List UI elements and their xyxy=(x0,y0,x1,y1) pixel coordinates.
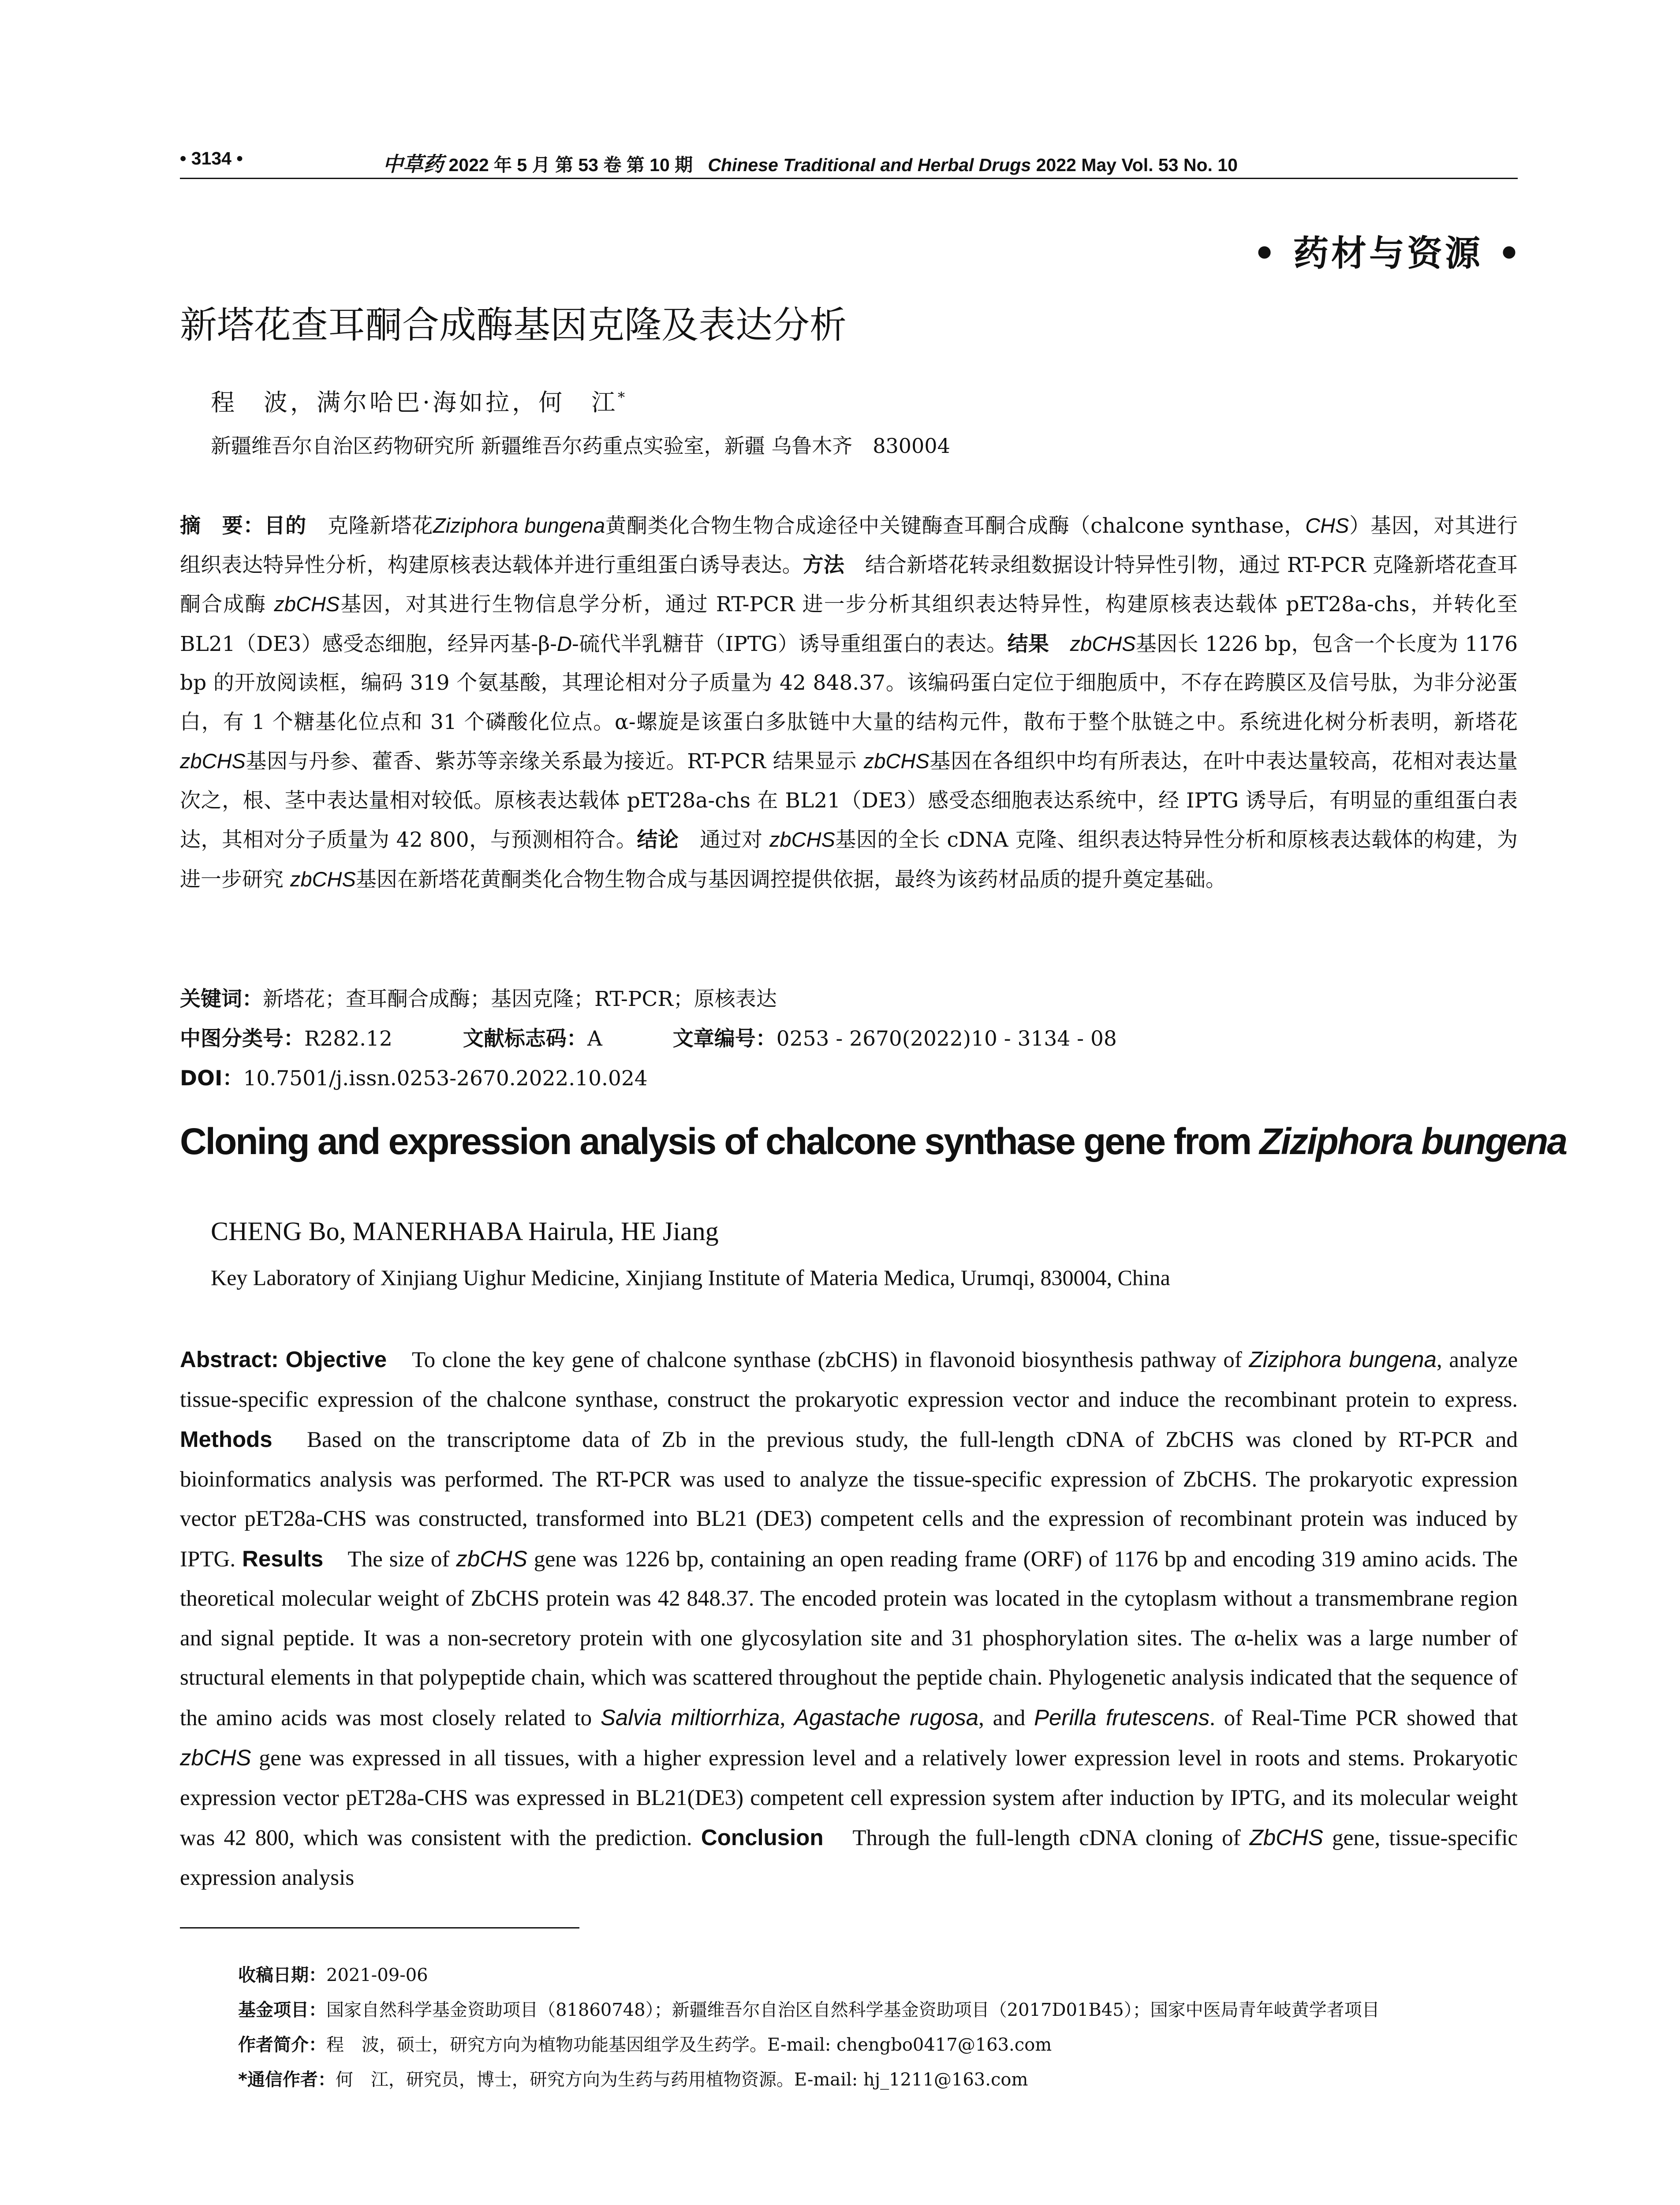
footnote-label: 基金项目： xyxy=(238,2000,326,2020)
abstract-cn-label: 摘 要： xyxy=(180,514,265,538)
objective-label-en: Objective xyxy=(285,1347,387,1372)
text: , xyxy=(780,1705,794,1730)
text: 结合新塔花转录组数据设计特异性引物，通过 RT-PCR 克隆新塔花查耳酮合成酶 xyxy=(180,553,1518,617)
keywords-value: 新塔花；查耳酮合成酶；基因克隆；RT-PCR；原核表达 xyxy=(263,987,777,1011)
gene-name: zbCHS xyxy=(456,1546,527,1571)
gene-name: zbCHS xyxy=(769,828,835,851)
footnote-label: 作者简介： xyxy=(238,2035,326,2055)
doi-line xyxy=(180,1062,648,1091)
authors-en: CHENG Bo, MANERHABA Hairula, HE Jiang xyxy=(211,1217,719,1246)
footnote-text: 国家自然科学基金资助项目（81860748）；新疆维吾尔自治区自然科学基金资助项目（2017D01B45）；国家中医局青年岐黄学者项目 xyxy=(326,2000,1380,2020)
results-label-en: Results xyxy=(242,1546,324,1571)
header-rule xyxy=(180,178,1518,179)
affiliation-cn: 新疆维吾尔自治区药物研究所 新疆维吾尔药重点实验室，新疆 乌鲁木齐 830004 xyxy=(211,434,950,458)
article-number-label: 文章编号： xyxy=(672,1027,777,1051)
journal-logo-cn: 中草药 xyxy=(383,152,444,176)
gene-name: ZbCHS xyxy=(1249,1825,1323,1850)
footnote-label: *通信作者： xyxy=(238,2070,336,2090)
title-en-species: Ziziphora bungena xyxy=(1259,1121,1567,1162)
text: 通过对 xyxy=(679,828,769,852)
text: gene, tissue-specific expression analysis xyxy=(180,1826,1518,1890)
methods-label-cn: 方法 xyxy=(803,553,844,577)
affiliation-en: Key Laboratory of Xinjiang Uighur Medicine, Xinjiang Institute of Materia Medica, Urumqi, 830004, China xyxy=(211,1265,1170,1290)
text: Based on the transcriptome data of Zb in the previous study, the full-length cDNA of ZbCHS was cloned by RT-PCR and bioinformatics analysis was performed. The RT-PCR was used to analyze the tissue-specific expression of ZbCHS. The prokaryotic expression vector pET28a-CHS was constructed, transformed into BL21 (DE3) competent cells and the expression of recombinant protein was induced by IPTG. xyxy=(180,1428,1518,1572)
article-number-value: 0253 - 2670(2022)10 - 3134 - 08 xyxy=(776,1027,1117,1051)
footnotes xyxy=(238,1958,1517,2097)
footnote-label: 收稿日期： xyxy=(238,1965,326,1985)
abstract-en-label: Abstract: xyxy=(180,1347,279,1372)
issue-cn: 2022 年 5 月 第 53 卷 第 10 期 xyxy=(448,155,693,175)
text xyxy=(1049,632,1070,656)
corresponding-mark: * xyxy=(618,389,628,406)
footnote-rule xyxy=(180,1927,579,1928)
gene-abbr: CHS xyxy=(1305,514,1349,537)
footnote-corresponding xyxy=(238,2063,1517,2097)
species-name: Perilla frutescens xyxy=(1034,1704,1210,1730)
text: Through the full-length cDNA cloning of xyxy=(823,1826,1250,1850)
text: 基因在各组织中均有所表达，在叶中表达量较高，花相对表达量次之，根、茎中表达量相对较低。原核表达载体 pET28a-chs 在 BL21（DE3）感受态细胞表达系统中，经 IPTG 诱导后，有明显的重组蛋白表达，其相对分子质量为 42 800，与预测相符合。 xyxy=(180,749,1518,852)
gene-name: zbCHS xyxy=(863,749,930,773)
text: 克隆新塔花 xyxy=(306,514,433,538)
doc-code-label: 文献标志码： xyxy=(463,1027,587,1051)
footnote-funding xyxy=(238,1993,1517,2028)
footnote-text: 2021-09-06 xyxy=(326,1965,428,1985)
keywords-cn xyxy=(180,983,777,1012)
keywords-label: 关键词： xyxy=(180,987,263,1011)
journal-name-en: Chinese Traditional and Herbal Drugs xyxy=(708,155,1031,175)
text: The size of xyxy=(323,1547,456,1572)
gene-name: zbCHS xyxy=(180,1745,251,1770)
species-name: Salvia miltiorrhiza xyxy=(600,1704,780,1730)
title-en-main: Cloning and expression analysis of chalcone synthase gene from xyxy=(180,1121,1260,1162)
text: 基因，对其进行生物信息学分析，通过 RT-PCR 进一步分析其组织表达特异性，构建原核表达载体 pET28a-chs，并转化至 BL21（DE3）感受态细胞，经异丙基-β- xyxy=(180,592,1518,656)
gene-name: zbCHS xyxy=(290,867,356,891)
gene-name: zbCHS xyxy=(274,592,340,616)
objective-label-cn: 目的 xyxy=(264,514,307,538)
d-letter: D xyxy=(557,632,572,655)
species-name: Ziziphora bungena xyxy=(433,514,605,537)
doc-code-value: A xyxy=(587,1027,602,1051)
text: -硫代半乳糖苷（IPTG）诱导重组蛋白的表达。 xyxy=(571,632,1008,656)
text: gene was expressed in all tissues, with a higher expression level and a relatively lower expression level in roots and stems. Prokaryotic expression vector pET28a-CHS was expressed in BL21(DE3) competent cell expression system after induction by IPTG, and its molecular weight was 42 800, which was consistent with the prediction. xyxy=(180,1746,1518,1850)
text: To clone the key gene of chalcone synthase (zbCHS) in flavonoid biosynthesis pathway of xyxy=(387,1348,1249,1372)
results-label-cn: 结果 xyxy=(1007,632,1049,656)
text: , analyze tissue-specific expression of the chalcone synthase, construct the prokaryotic expression vector and induce the recombinant protein to express. xyxy=(180,1348,1518,1412)
footnote-received xyxy=(238,1958,1517,1993)
doi-value: 10.7501/j.issn.0253-2670.2022.10.024 xyxy=(243,1066,648,1091)
footnote-author-bio xyxy=(238,2028,1517,2063)
text: 基因长 1226 bp，包含一个长度为 1176 bp 的开放阅读框，编码 319 个氨基酸，其理论相对分子质量为 42 848.37。该编码蛋白定位于细胞质中，不存在跨膜区及信号肽，为非分泌蛋白，有 1 个糖基化位点和 31 个磷酸化位点。α-螺旋是该蛋白多肽链中大量的结构元件，散布于整个肽链之中。系统进化树分析表明，新塔花 xyxy=(180,632,1518,734)
page-number: • 3134 • xyxy=(180,148,243,168)
conclusion-label-cn: 结论 xyxy=(637,828,679,852)
clc-value: R282.12 xyxy=(304,1027,392,1051)
section-tag: • 药材与资源 • xyxy=(1253,232,1523,274)
abstract-en xyxy=(180,1340,1518,1898)
authors-cn-names: 程 波，满尔哈巴·海如拉，何 江 xyxy=(211,389,618,416)
text: 基因在新塔花黄酮类化合物生物合成与基因调控提供依据，最终为该药材品质的提升奠定基础。 xyxy=(355,867,1226,892)
gene-name: zbCHS xyxy=(180,749,246,773)
classification-line xyxy=(180,1022,1117,1052)
species-name: Ziziphora bungena xyxy=(1249,1347,1437,1372)
clc-label: 中图分类号： xyxy=(180,1027,304,1051)
issue-en: 2022 May Vol. 53 No. 10 xyxy=(1036,155,1238,175)
footnote-text: 何 江，研究员，博士，研究方向为生药与药用植物资源。E-mail: hj_1211@163.com xyxy=(335,2070,1028,2090)
abstract-cn xyxy=(180,506,1518,899)
doi-label: DOI： xyxy=(180,1066,243,1091)
methods-label-en: Methods xyxy=(180,1427,273,1452)
gene-name: zbCHS xyxy=(1070,632,1136,655)
text: 基因与丹参、藿香、紫苏等亲缘关系最为接近。RT-PCR 结果显示 xyxy=(245,749,864,774)
text: gene was 1226 bp, containing an open reading frame (ORF) of 1176 bp and encoding 319 amino acids. The theoretical molecular weight of ZbCHS protein was 42 848.37. The encoded protein was located in the cytoplasm without a transmembrane region and signal peptide. It was a non-secretory protein with one glycosylation site and 31 phosphorylation sites. The α-helix was a large number of structural elements in that polypeptide chain, which was scattered throughout the peptide chain. Phylogenetic analysis indicated that the sequence of the amino acids was most closely related to xyxy=(180,1547,1518,1730)
text: , and xyxy=(978,1705,1034,1730)
text: ）基因，对其进行组织表达特异性分析，构建原核表达载体并进行重组蛋白诱导表达。 xyxy=(180,514,1518,577)
title-cn: 新塔花查耳酮合成酶基因克隆及表达分析 xyxy=(180,303,847,347)
journal-info xyxy=(383,148,1238,177)
conclusion-label-en: Conclusion xyxy=(701,1825,824,1850)
text: 黄酮类化合物生物合成途径中关键酶查耳酮合成酶（chalcone synthase， xyxy=(605,514,1306,538)
text: . of Real-Time PCR showed that xyxy=(1210,1705,1518,1730)
text: 基因的全长 cDNA 克隆、组织表达特异性分析和原核表达载体的构建，为进一步研究 xyxy=(180,828,1518,892)
species-name: Agastache rugosa xyxy=(794,1704,979,1730)
running-header xyxy=(180,144,1518,177)
authors-cn xyxy=(211,384,627,418)
footnote-text: 程 波，硕士，研究方向为植物功能基因组学及生药学。E-mail: chengbo0417@163.com xyxy=(326,2035,1052,2055)
title-en xyxy=(180,1120,1566,1163)
